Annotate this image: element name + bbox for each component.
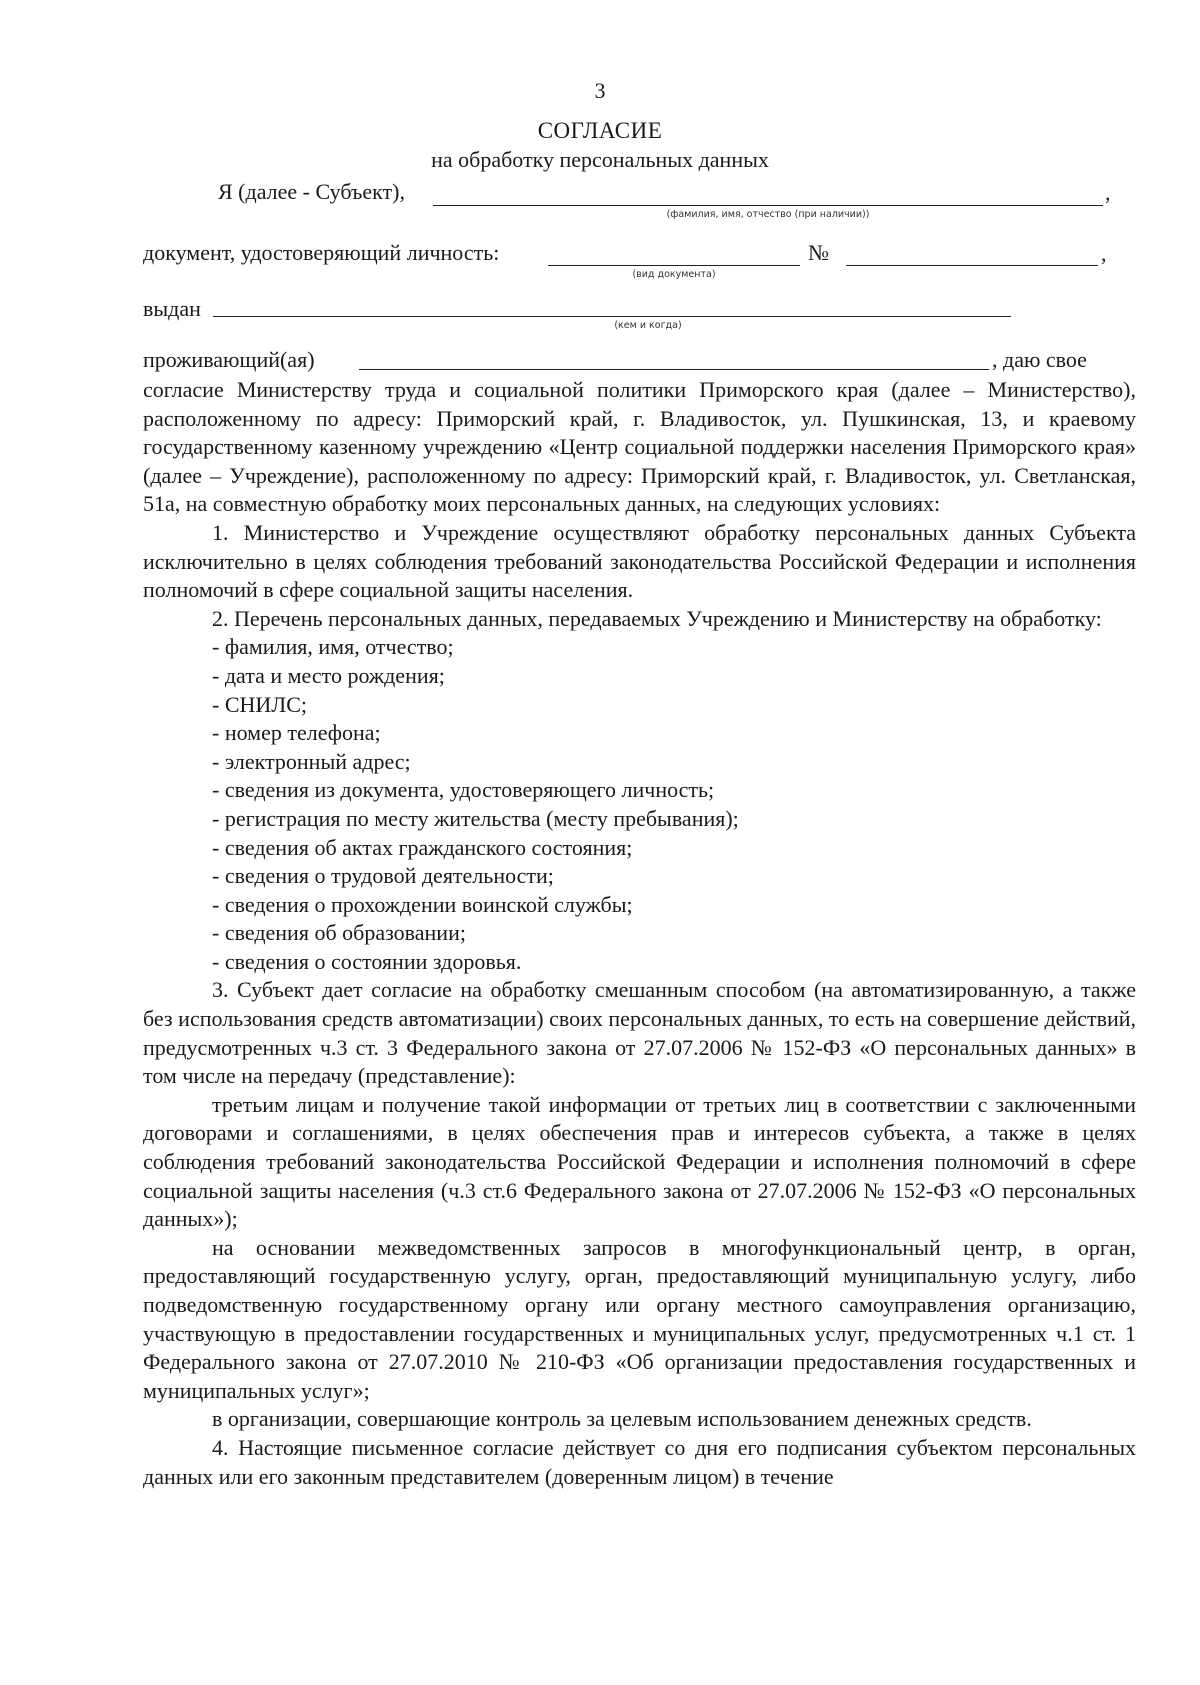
subject-hint: (фамилия, имя, отчество (при наличии)) <box>666 209 870 220</box>
list-item: - сведения о состоянии здоровья. <box>212 948 522 974</box>
document-type-line[interactable] <box>548 265 800 266</box>
list-item: - номер телефона; <box>212 720 381 746</box>
clause-4: 4. Настоящие письменное согласие действует со дня его подписания субъектом персональных данных или его законным представителем (доверенным лицом) в течение <box>143 1434 1136 1489</box>
document-subtitle: на обработку персональных данных <box>431 147 769 172</box>
list-item: - сведения об актах гражданского состояния; <box>212 834 633 860</box>
list-item: - сведения об образовании; <box>212 920 466 946</box>
clause-3-control: в организации, совершающие контроль за целевым использованием денежных средств. <box>212 1406 1032 1432</box>
issued-line[interactable] <box>213 316 1011 317</box>
list-item: - СНИЛС; <box>212 691 307 717</box>
clause-3-interagency: на основании межведомственных запросов в многофункциональный центр, в орган, предоставляющий государственную услугу, орган, предоставляющий муниципальную услугу, либо подведомственную государственному органу или органу местного самоуправления организацию, участвующую в предоставлении государственных и муниципальных услуг, предусмотренных ч.1 ст. 1 Федерального закона от 27.07.2010 № 210-ФЗ «Об организации предоставления государственных и муниципальных услуг»; <box>143 1234 1136 1403</box>
clause-1: 1. Министерство и Учреждение осуществляют обработку персональных данных Субъекта исключительно в целях соблюдения требований законодательства Российской Федерации и исполнения полномочий в сфере социальной защиты населения. <box>143 519 1136 603</box>
list-item: - сведения о трудовой деятельности; <box>212 863 554 889</box>
document-comma: , <box>1101 241 1107 266</box>
page-number: 3 <box>594 78 606 103</box>
list-item: - электронный адрес; <box>212 748 411 774</box>
clause-3-third-parties: третьим лицам и получение такой информации от третьих лиц в соответствии с заключенными договорами и соглашениями, в целях обеспечения прав и интересов субъекта, а также в целях соблюдения требований законодательства Российской Федерации и исполнения полномочий в сфере социальной защиты населения (ч.3 ст.6 Федерального закона от 27.07.2006 № 152-ФЗ «О персональных данных»); <box>143 1091 1136 1232</box>
document-number-line[interactable] <box>846 265 1098 266</box>
subject-label: Я (далее - Субъект), <box>218 179 405 204</box>
document-hint: (вид документа) <box>632 269 716 280</box>
list-item: - фамилия, имя, отчество; <box>212 634 454 660</box>
list-item: - дата и место рождения; <box>212 662 445 688</box>
issued-hint: (кем и когда) <box>614 320 682 331</box>
residing-label: проживающий(ая) <box>143 347 315 372</box>
issued-label: выдан <box>143 296 201 321</box>
document-body <box>143 376 1136 1491</box>
residing-line[interactable] <box>359 369 989 370</box>
list-item: - сведения из документа, удостоверяющего личность; <box>212 777 715 803</box>
number-sign: № <box>808 240 829 265</box>
document-label: документ, удостоверяющий личность: <box>143 240 500 265</box>
clause-2: 2. Перечень персональных данных, передаваемых Учреждению и Министерству на обработку: <box>212 605 1102 631</box>
subject-name-line[interactable] <box>433 205 1103 206</box>
list-item: - регистрация по месту жительства (месту пребывания); <box>212 805 739 831</box>
consent-paragraph: согласие Министерству труда и социальной политики Приморского края (далее – Министерство), расположенному по адресу: Приморский край, г. Владивосток, ул. Пушкинская, 13, и краевому государственному казенному учреждению «Центр социальной поддержки населения Приморского края» (далее – Учреждение), расположенному по адресу: Приморский край, г. Владивосток, ул. Светланская, 51а, на совместную обработку моих персональных данных, на следующих условиях: <box>143 377 1136 517</box>
residing-after: , даю свое <box>992 347 1087 372</box>
list-item: - сведения о прохождении воинской службы; <box>212 891 633 917</box>
document-title: СОГЛАСИЕ <box>537 118 663 143</box>
subject-comma: , <box>1105 180 1111 205</box>
clause-3: 3. Субъект дает согласие на обработку смешанным способом (на автоматизированную, а также без использования средств автоматизации) своих персональных данных, то есть на совершение действий, предусмотренных ч.3 ст. 3 Федерального закона от 27.07.2006 № 152-ФЗ «О персональных данных» в том числе на передачу (представление): <box>143 977 1136 1089</box>
